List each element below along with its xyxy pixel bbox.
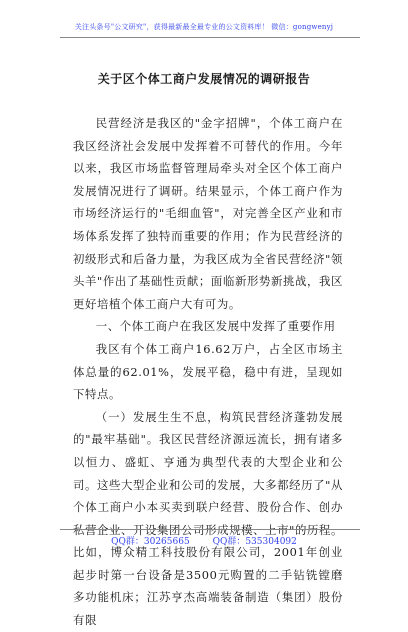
header-banner: 关注头条号"公文研究"，获得最新最全最专业的公文资料库！ 微信：gongwenyj bbox=[74, 23, 334, 31]
paragraph-intro: 民营经济是我区的"金字招牌"，个体工商户在我区经济社会发展中发挥着不可替代的作用。今年以来，我区市场监督管理局牵头对全区个体工商户发展情况进行了调研。结果显示，个体工商户作为市场经济运行的"毛细血管"，对完善全区产业和市场体系发挥了独特而重要的作用；作为民营经济的初级形式和后备力量，为我区成为全省民营经济"领头羊"作出了基础性贡献；面临新形势新挑战，我区更好培植个体工商户大有可为。 bbox=[73, 116, 343, 311]
footer-qq-group-2: QQ群：535304092 bbox=[212, 537, 297, 547]
document-body bbox=[73, 112, 343, 632]
section-heading-1: 一、个体工商户在我区发展中发挥了重要作用 bbox=[95, 319, 336, 334]
footer-divider bbox=[60, 529, 360, 530]
document-title: 关于区个体工商户发展情况的调研报告 bbox=[97, 72, 311, 86]
paragraph-subsection-1: （一）发展生生不息，构筑民营经济蓬勃发展的"最牢基础"。我区民营经济源远流长，拥有诸多以恒力、盛虹、亨通为典型代表的大型企业和公司。这些大型企业和公司的发展，大多都经历了"从个体工商户小本买卖到联户经营、股份合作、创办私营企业、开设集团公司形成规模、上市"的历程。比如，博众精工科技股份有限公司，2001年创业起步时第一台设备是3500元购置的二手钻铣镗磨多功能机床；江苏亨杰高端装备制造（集团）股份有限 bbox=[73, 409, 343, 628]
footer-qq-group-1: QQ群：30265665 bbox=[111, 537, 190, 547]
paragraph-stats: 我区有个体工商户16.62万户，占全区市场主体总量的62.01%，发展平稳，稳中有进，呈现如下特点。 bbox=[73, 341, 343, 402]
header-divider bbox=[60, 37, 360, 38]
footer bbox=[0, 534, 408, 547]
